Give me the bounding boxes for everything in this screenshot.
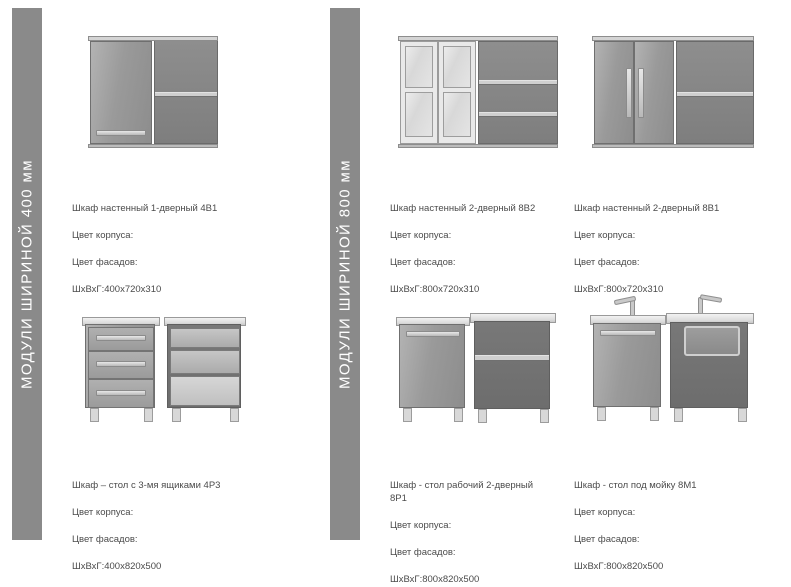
leg-right-back <box>738 408 747 422</box>
sink-basin <box>684 326 740 356</box>
faucet-right-spout <box>700 294 723 303</box>
cabinet-shelf <box>475 355 549 361</box>
product-corpus-label: Цвет корпуса: <box>390 229 452 241</box>
leg-right-back <box>230 408 239 422</box>
banner-modules-800 <box>330 8 360 540</box>
product-dimensions: ШхВхГ:800x720x310 <box>390 283 480 295</box>
product-card-wall-1door-4v1 <box>60 8 310 295</box>
cabinet-bottom-panel <box>592 144 754 148</box>
product-title: Шкаф – стол с 3-мя ящиками 4Р3 <box>72 479 221 491</box>
cabinet-open-body <box>474 321 550 409</box>
glass-pane-lower <box>405 92 433 137</box>
drawer-handle-bottom <box>96 390 146 396</box>
leg-left-back <box>454 408 463 422</box>
leg-left-front <box>403 408 412 422</box>
product-card-table-3drawers-4p3 <box>60 293 310 572</box>
product-dimensions: ШхВхГ:400x720x310 <box>72 283 162 295</box>
product-caption-wall-2door-8v2 <box>390 188 555 296</box>
leg-right-front <box>172 408 181 422</box>
product-image-table-sink-8m1 <box>574 293 774 423</box>
leg-left-back <box>144 408 153 422</box>
product-image-wall-2door-8v1 <box>574 8 774 158</box>
cabinet-interior <box>478 41 558 144</box>
glass-pane-upper <box>443 46 471 88</box>
leg-right-back <box>540 409 549 423</box>
cabinet-shelf <box>155 92 217 97</box>
banner-modules-400 <box>12 8 42 540</box>
product-caption-wall-2door-8v1 <box>574 188 744 296</box>
drawer-open-top <box>170 328 240 348</box>
product-dimensions: ШхВхГ:800x820x500 <box>390 574 480 585</box>
banner-400-text: МОДУЛИ ШИРИНОЙ 400 мм <box>18 159 36 389</box>
product-corpus-label: Цвет корпуса: <box>390 520 452 531</box>
product-dimensions: ШхВхГ:800x820x500 <box>574 560 664 572</box>
drawer-open-middle <box>170 350 240 374</box>
product-caption-table-sink-8m1 <box>574 465 744 573</box>
product-facade-label: Цвет фасадов: <box>390 547 456 558</box>
cabinet-bottom-panel <box>88 144 218 148</box>
cabinet-shelf-upper <box>479 80 557 85</box>
leg-left-back <box>650 407 659 421</box>
product-corpus-label: Цвет корпуса: <box>72 506 134 518</box>
leg-left-front <box>90 408 99 422</box>
drawer-open-bottom <box>170 376 240 406</box>
product-corpus-label: Цвет корпуса: <box>574 506 636 518</box>
product-card-wall-2door-8v1 <box>574 8 774 295</box>
product-card-table-work-2door-8p1 <box>378 293 568 585</box>
product-image-wall-2door-8v2 <box>378 8 568 158</box>
glass-door-left-outer <box>400 41 438 144</box>
banner-800-text: МОДУЛИ ШИРИНОЙ 800 мм <box>336 159 354 389</box>
table-handle-left <box>406 331 460 337</box>
product-title: Шкаф настенный 1-дверный 4В1 <box>72 202 218 214</box>
product-dimensions: ШхВхГ:800x720x310 <box>574 283 664 295</box>
product-image-table-work-2door-8p1 <box>378 293 568 423</box>
product-title: Шкаф - стол под мойку 8М1 <box>574 479 697 491</box>
cabinet-shelf-lower <box>479 112 557 117</box>
product-caption-table-3drawers-4p3 <box>72 465 242 573</box>
product-facade-label: Цвет фасадов: <box>574 533 640 545</box>
cabinet-bottom-panel <box>398 144 558 148</box>
drawer-handle-middle <box>96 361 146 367</box>
product-facade-label: Цвет фасадов: <box>390 256 456 268</box>
product-facade-label: Цвет фасадов: <box>574 256 640 268</box>
product-corpus-label: Цвет корпуса: <box>72 229 134 241</box>
sink-handle-left <box>600 330 656 336</box>
cabinet-handle-left <box>626 68 632 118</box>
glass-pane-upper <box>405 46 433 88</box>
leg-right-front <box>674 408 683 422</box>
glass-pane-lower <box>443 92 471 137</box>
leg-right-front <box>478 409 487 423</box>
cabinet-handle <box>96 130 146 136</box>
product-title: Шкаф настенный 2-дверный 8В2 <box>390 202 536 214</box>
cabinet-shelf <box>677 92 753 97</box>
product-image-table-3drawers-4p3 <box>60 293 310 423</box>
product-corpus-label: Цвет корпуса: <box>574 229 636 241</box>
drawer-handle-top <box>96 335 146 341</box>
product-card-wall-2door-8v2 <box>378 8 568 295</box>
product-facade-label: Цвет фасадов: <box>72 256 138 268</box>
product-dimensions: ШхВхГ:400x820x500 <box>72 560 162 572</box>
glass-door-left-inner <box>438 41 476 144</box>
product-card-table-sink-8m1 <box>574 293 774 572</box>
cabinet-handle-right <box>638 68 644 118</box>
product-title: Шкаф - стол рабочий 2-дверный 8Р1 <box>390 479 534 504</box>
product-facade-label: Цвет фасадов: <box>72 533 138 545</box>
cabinet-door <box>90 41 152 144</box>
product-image-wall-1door-4v1 <box>60 8 310 158</box>
product-title: Шкаф настенный 2-дверный 8В1 <box>574 202 720 214</box>
leg-left-front <box>597 407 606 421</box>
product-caption-table-work-2door-8p1 <box>390 465 550 587</box>
product-caption-wall-1door-4v1 <box>72 188 242 296</box>
